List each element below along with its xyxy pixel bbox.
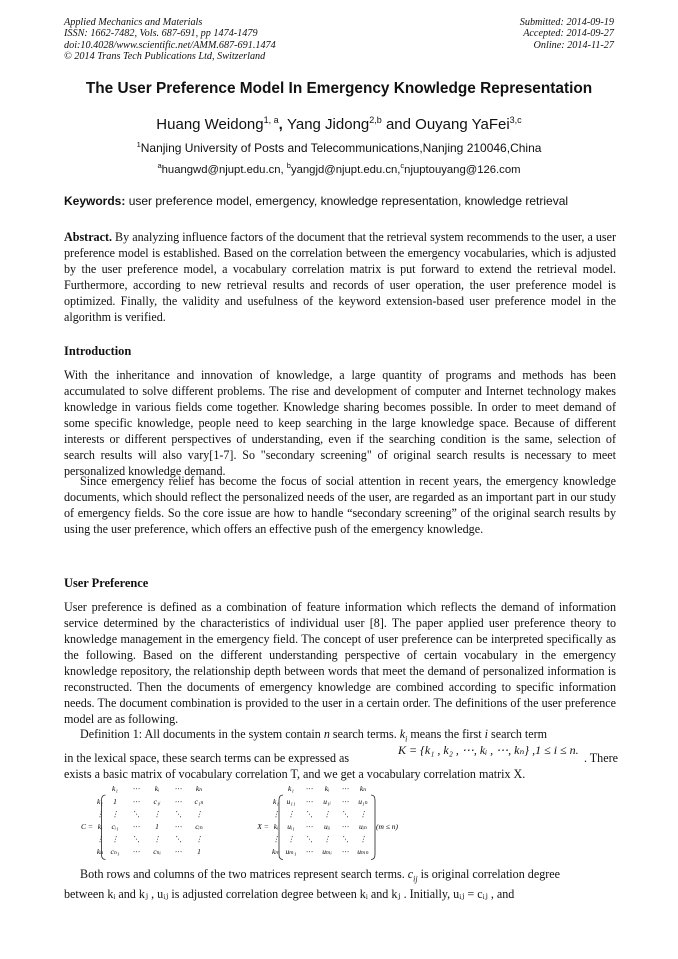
matrix-cell: ⋮ xyxy=(287,834,295,844)
matrix-row-head: kₘ xyxy=(272,847,280,856)
matrix-cell: ⋱ xyxy=(174,809,182,819)
para-var-sub: ij xyxy=(413,874,418,884)
matrix-cell: ⋯ xyxy=(174,822,182,831)
matrix-c xyxy=(78,784,208,862)
matrix-cell: ⋮ xyxy=(287,809,295,819)
matrix-cell: ⋱ xyxy=(305,809,313,819)
matrix-cell: uₘₙ xyxy=(357,847,369,856)
matrix-row-head: kᵢ xyxy=(273,822,279,831)
matrix-cell: ⋮ xyxy=(359,809,367,819)
def-var: k xyxy=(399,727,406,741)
matrix-cell: ⋯ xyxy=(341,847,349,856)
matrix-col-head: ⋯ xyxy=(305,784,313,793)
def-var: i xyxy=(484,727,488,741)
affiliation-sup: 1 xyxy=(136,140,141,149)
author-sup: 2,b xyxy=(369,115,382,125)
matrix-cell: 1 xyxy=(197,847,201,856)
matrix-col-head: kᵢ xyxy=(154,784,160,793)
matrix-suffix: (m ≤ n) xyxy=(375,822,399,831)
abstract-label: Abstract. xyxy=(64,230,113,244)
journal-name: Applied Mechanics and Materials xyxy=(64,17,203,28)
matrix-col-head: kᵢ xyxy=(324,784,330,793)
matrix-cell: ⋮ xyxy=(195,809,203,819)
set-k-formula: K = {k₁ , k₂ , ⋯, kᵢ , ⋯, kₙ} ,1 ≤ i ≤ n. xyxy=(398,743,579,757)
para-text: is original correlation degree xyxy=(417,867,561,881)
matrix-cell: ⋯ xyxy=(174,847,182,856)
matrix-row-head: k₁ xyxy=(273,797,279,806)
issn: ISSN: 1662-7482, Vols. 687-691, pp 1474-1479 xyxy=(64,28,258,40)
matrix-cell: c₁ᵢ xyxy=(153,797,161,806)
matrix-cell: ⋱ xyxy=(305,834,313,844)
matrix-cell: ⋯ xyxy=(305,847,313,856)
matrix-cell: cₙᵢ xyxy=(153,847,161,856)
author-sep: , xyxy=(278,116,287,133)
matrix-col-head: ⋯ xyxy=(174,784,182,793)
author-sup: 1, a xyxy=(263,115,279,125)
journal-info xyxy=(64,17,276,62)
matrix-cell: ⋯ xyxy=(132,797,140,806)
section-heading-introduction: Introduction xyxy=(64,344,132,358)
matrix-cell: ⋯ xyxy=(132,822,140,831)
author-name: Ouyang YaFei xyxy=(415,116,510,133)
matrix-explanation-2: between kᵢ and kⱼ , uᵢⱼ is adjusted correlation degree between kᵢ and kⱼ . Initially, uᵢⱼ = cᵢⱼ , and xyxy=(64,887,515,901)
matrix-label: C = xyxy=(81,822,93,831)
def-text: search term xyxy=(488,727,548,741)
matrix-cell: ⋮ xyxy=(153,809,161,819)
matrix-cell: ⋯ xyxy=(341,797,349,806)
email: huangwd@njupt.edu.cn, xyxy=(161,163,287,176)
abstract xyxy=(64,229,616,325)
matrix-cell: u₁ᵢ xyxy=(323,797,331,806)
matrix-cell: ⋯ xyxy=(305,797,313,806)
email: yangjd@njupt.edu.cn, xyxy=(290,163,401,176)
user-preference-paragraph: User preference is defined as a combination of feature information which reflects the demand of information service determined by the characteristics of individual user [8]. The paper applied user preference theory to knowledge management in the emergency field. The concept of user preference can be interpreted specifically as the following. Based on the different understanding perspective of certain vocabulary in the emergency knowledge repository, the relationship depth between words that meet the demand of personalized information is reconstructed. Then the documents of emergency knowledge are combined according to specific information needs. The document combination is provided to the user in a certain order. The definitions of the user preference model are as following. xyxy=(64,600,616,726)
keywords-label: Keywords: xyxy=(64,194,126,208)
matrix-right-bracket xyxy=(371,795,375,860)
matrix-cell: ⋮ xyxy=(323,834,331,844)
matrix-row-head: k₁ xyxy=(97,797,103,806)
keywords-text: user preference model, emergency, knowledge representation, knowledge retrieval xyxy=(125,194,569,208)
dates-info xyxy=(520,17,614,51)
matrix-col-head: ⋯ xyxy=(132,784,140,793)
matrix-cell: 1 xyxy=(113,797,117,806)
matrix-col-head: k₁ xyxy=(288,784,294,793)
matrix-cell: ⋯ xyxy=(305,822,313,831)
matrix-cell: ⋯ xyxy=(174,797,182,806)
matrix-cell: ⋱ xyxy=(341,834,349,844)
author-emails xyxy=(0,161,678,176)
matrix-cell: ⋮ xyxy=(359,834,367,844)
matrix-x xyxy=(254,784,399,862)
matrix-cell: ⋱ xyxy=(341,809,349,819)
matrix-c-svg xyxy=(78,784,208,862)
abstract-text: By analyzing influence factors of the document that the retrieval system recommends to the user, a user preference model is established. Based on the correlation between the emergency vocabularies, which is adjusted by the user preference model, a vocabulary correlation matrix is put forward to extend the retrieval model. Furthermore, according to new retrieval results and records of user operation, the user preference model is optimized. Finally, the validity and usefulness of the keyword extension-based user preference model in the algorithm is verified. xyxy=(64,230,616,324)
intro-paragraph-2: Since emergency relief has become the focus of social attention in recent years, the emergency knowledge documents, which should reflect the personalized needs of the user, are regarded as an important part in our study of emergency fields. So the core issue are how to handle “secondary screening” of the original search results by using the user preference, which offers an effective push of the emergency knowledge. xyxy=(64,474,616,536)
matrix-cell: ⋱ xyxy=(174,834,182,844)
def-text: means the first xyxy=(407,727,485,741)
author-list xyxy=(0,115,678,133)
def-var-sub: i xyxy=(405,734,408,744)
matrix-row-head: ⋮ xyxy=(272,834,280,844)
matrix-row-head: ⋮ xyxy=(96,834,104,844)
matrix-cell: ⋮ xyxy=(153,834,161,844)
definition-there: . There xyxy=(583,751,618,765)
doi: doi:10.4028/www.scientific.net/AMM.687-691.1474 xyxy=(64,39,276,51)
matrix-x-svg xyxy=(254,784,399,862)
email: njuptouyang@126.com xyxy=(404,163,521,176)
matrix-cell: ⋱ xyxy=(132,809,140,819)
matrix-cell: u₁ₙ xyxy=(358,797,368,806)
accepted-date: Accepted: 2014-09-27 xyxy=(523,28,614,40)
matrix-label: X = xyxy=(257,822,269,831)
matrix-col-head: kₙ xyxy=(359,784,367,793)
def-text: search terms. xyxy=(329,727,400,741)
matrix-cell: ⋮ xyxy=(195,834,203,844)
intro-paragraph-1: With the inheritance and innovation of knowledge, a large quantity of programs and methods has been accumulated to solve different problems. The rise and development of computer and Internet technology makes knowledge in various fields come together. Knowledge sharing becomes possible. In order to meet demand of some specific knowledge, people need to keep searching in the large knowledge space. Because of different interests or different perspectives of understanding, even if the searching condition is the same, selection of search results will also vary[1-7]. So "secondary screening" of original search results is necessary to meet personalized knowledge demand. xyxy=(64,368,616,478)
matrix-cell: cᵢₙ xyxy=(195,822,203,831)
matrix-row-head: ⋮ xyxy=(272,809,280,819)
author-sep: and xyxy=(381,116,416,133)
matrix-cell: c₁ₙ xyxy=(194,797,204,806)
affiliation xyxy=(0,140,678,155)
matrix-row-head: kₙ xyxy=(96,847,104,856)
matrix-cell: ⋯ xyxy=(341,822,349,831)
email-sup: a xyxy=(157,161,162,170)
definition-line-2: in the lexical space, these search terms can be expressed as xyxy=(64,751,350,765)
matrix-cell: uᵢₙ xyxy=(359,822,367,831)
matrix-cell: ⋯ xyxy=(132,847,140,856)
matrix-col-head: ⋯ xyxy=(341,784,349,793)
paper-title: The User Preference Model In Emergency Knowledge Representation xyxy=(85,80,593,97)
keywords xyxy=(64,194,616,208)
def-text: Definition 1: All documents in the system contain xyxy=(80,727,324,741)
matrix-cell: ⋮ xyxy=(323,809,331,819)
author-name: Yang Jidong xyxy=(286,116,370,133)
matrix-cell: ⋮ xyxy=(111,834,119,844)
affiliation-text: Nanjing University of Posts and Telecommunications,Nanjing 210046,China xyxy=(140,141,542,155)
definition-line-3: exists a basic matrix of vocabulary correlation T, and we get a vocabulary correlation matrix X. xyxy=(64,767,526,781)
matrix-cell: cᵢ₁ xyxy=(111,822,119,831)
matrix-cell: ⋮ xyxy=(111,809,119,819)
online-date: Online: 2014-11-27 xyxy=(533,39,614,51)
matrix-cell: cₙ₁ xyxy=(110,847,120,856)
submitted-date: Submitted: 2014-09-19 xyxy=(519,17,614,28)
para-var: c xyxy=(407,867,414,881)
matrix-cell: 1 xyxy=(155,822,159,831)
email-sup: b xyxy=(286,161,291,170)
matrix-cell: uₘᵢ xyxy=(322,847,332,856)
author-sup: 3,c xyxy=(509,115,522,125)
matrix-col-head: k₁ xyxy=(112,784,118,793)
section-heading-user-preference: User Preference xyxy=(64,576,149,590)
matrix-row-head: ⋮ xyxy=(96,809,104,819)
matrix-cell: u₁₁ xyxy=(286,797,296,806)
author-name: Huang Weidong xyxy=(156,116,264,133)
matrix-cell: uₘ₁ xyxy=(285,847,297,856)
matrix-cell: ⋱ xyxy=(132,834,140,844)
matrix-cell: uᵢᵢ xyxy=(323,822,331,831)
matrix-cell: uᵢ₁ xyxy=(287,822,295,831)
matrix-explanation xyxy=(64,866,616,887)
def-var: n xyxy=(323,727,330,741)
matrix-row-head: kᵢ xyxy=(97,822,103,831)
para-text: Both rows and columns of the two matrices represent search terms. xyxy=(80,867,408,881)
email-sup: c xyxy=(400,161,405,170)
copyright: © 2014 Trans Tech Publications Ltd, Switzerland xyxy=(64,50,266,62)
matrix-col-head: kₙ xyxy=(195,784,203,793)
